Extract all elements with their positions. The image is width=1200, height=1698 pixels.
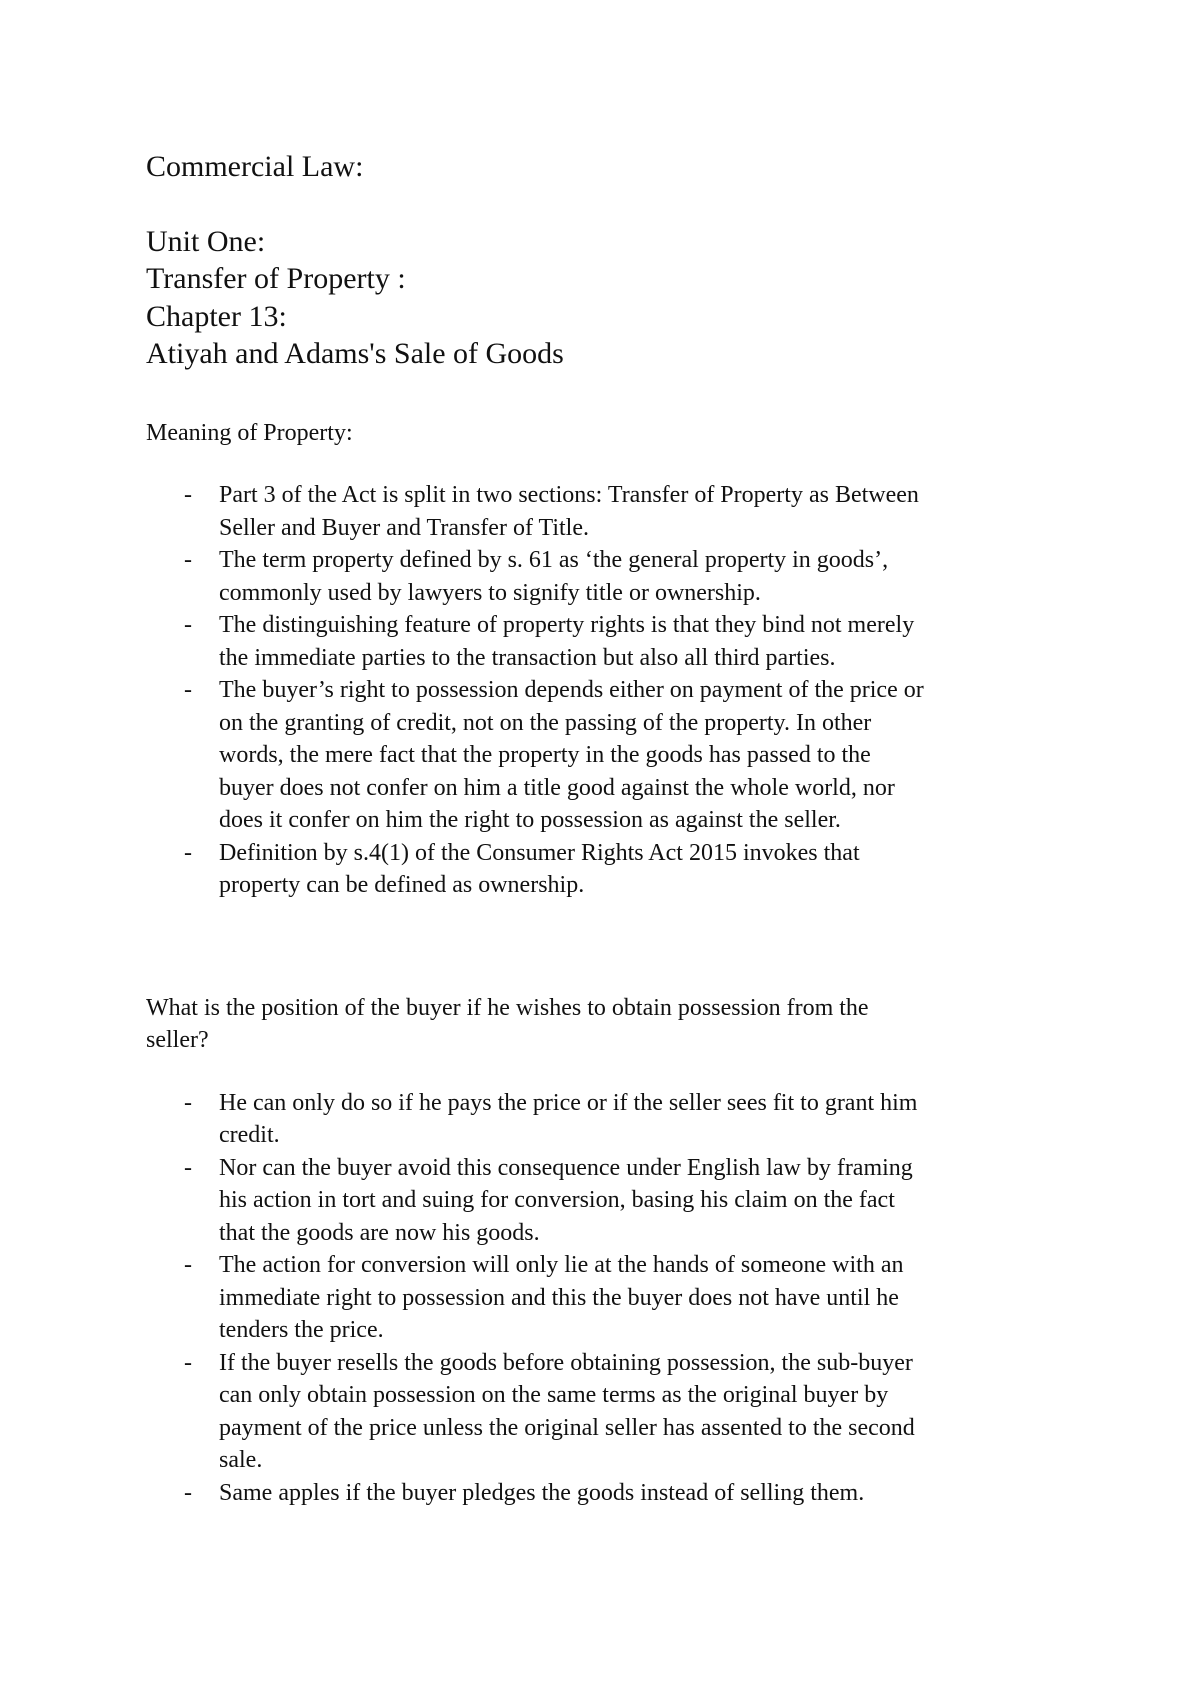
list-item-line: The action for conversion will only lie at the hands of someone with an <box>219 1252 904 1278</box>
bullet-list-meaning-of-property <box>146 479 1076 902</box>
section-heading-line: seller? <box>146 1027 209 1053</box>
list-item-line: on the granting of credit, not on the passing of the property. In other <box>219 709 872 736</box>
list-item-line: credit. <box>219 1122 280 1148</box>
list-item <box>146 1249 1076 1347</box>
list-item <box>146 1152 1076 1250</box>
list-item-line: The buyer’s right to possession depends either on payment of the price or <box>219 677 924 703</box>
bullet-marker: - <box>184 839 192 866</box>
list-item <box>146 479 1076 544</box>
bullet-marker: - <box>184 1349 192 1376</box>
list-item <box>146 837 1076 902</box>
list-item-line: does it confer on him the right to possession as against the seller. <box>219 807 841 833</box>
bullet-marker: - <box>184 1154 192 1181</box>
bullet-list-buyer-position <box>146 1087 1076 1510</box>
course-title: Commercial Law: <box>146 150 364 183</box>
list-item <box>146 544 1076 609</box>
list-item-line: sale. <box>219 1447 263 1473</box>
list-item <box>146 674 1076 837</box>
list-item-line: tenders the price. <box>219 1317 384 1343</box>
list-item-line: property can be defined as ownership. <box>219 872 585 898</box>
list-item-line: Seller and Buyer and Transfer of Title. <box>219 514 589 541</box>
unit-title: Unit One: <box>146 224 266 258</box>
list-item-line: commonly used by lawyers to signify title or ownership. <box>219 579 761 606</box>
list-item-line: payment of the price unless the original seller has assented to the second <box>219 1414 915 1441</box>
list-item-line: his action in tort and suing for conversion, basing his claim on the fact <box>219 1187 895 1213</box>
bullet-marker: - <box>184 1252 192 1278</box>
topic-title: Transfer of Property : <box>146 262 406 295</box>
bullet-marker: - <box>184 612 192 638</box>
list-item <box>146 609 1076 674</box>
list-item-line: words, the mere fact that the property in the goods has passed to the <box>219 742 871 768</box>
list-item-line: The distinguishing feature of property rights is that they bind not merely <box>219 612 915 638</box>
section-heading-meaning-of-property: Meaning of Property: <box>146 419 353 446</box>
list-item <box>146 1347 1076 1477</box>
list-item-line: can only obtain possession on the same terms as the original buyer by <box>219 1382 889 1408</box>
list-item <box>146 1477 1076 1510</box>
bullet-marker: - <box>184 1479 192 1506</box>
section-heading-buyer-position <box>146 992 1076 1057</box>
book-title: Atiyah and Adams's Sale of Goods <box>146 337 564 370</box>
list-item-line: The term property defined by s. 61 as ‘the general property in goods’, <box>219 547 889 573</box>
list-item-line: buyer does not confer on him a title good against the whole world, nor <box>219 774 895 801</box>
list-item-line: Definition by s.4(1) of the Consumer Rights Act 2015 invokes that <box>219 839 860 866</box>
section-heading-line: What is the position of the buyer if he wishes to obtain possession from the <box>146 994 869 1021</box>
document-page <box>146 148 1076 1509</box>
list-item-line: He can only do so if he pays the price or if the seller sees fit to grant him <box>219 1089 918 1116</box>
bullet-marker: - <box>184 677 192 703</box>
list-item-line: Nor can the buyer avoid this consequence under English law by framing <box>219 1154 913 1181</box>
bullet-marker: - <box>184 547 192 573</box>
list-item-line: immediate right to possession and this the buyer does not have until he <box>219 1284 899 1311</box>
list-item-line: that the goods are now his goods. <box>219 1219 540 1246</box>
list-item <box>146 1087 1076 1152</box>
list-item-line: the immediate parties to the transaction but also all third parties. <box>219 644 836 671</box>
title-block <box>146 148 1076 373</box>
bullet-marker: - <box>184 1089 192 1116</box>
list-item-line: If the buyer resells the goods before obtaining possession, the sub-buyer <box>219 1349 913 1376</box>
bullet-marker: - <box>184 482 192 508</box>
list-item-line: Part 3 of the Act is split in two sections: Transfer of Property as Between <box>219 482 919 508</box>
list-item-line: Same apples if the buyer pledges the goods instead of selling them. <box>219 1479 865 1506</box>
chapter-title: Chapter 13: <box>146 299 287 333</box>
